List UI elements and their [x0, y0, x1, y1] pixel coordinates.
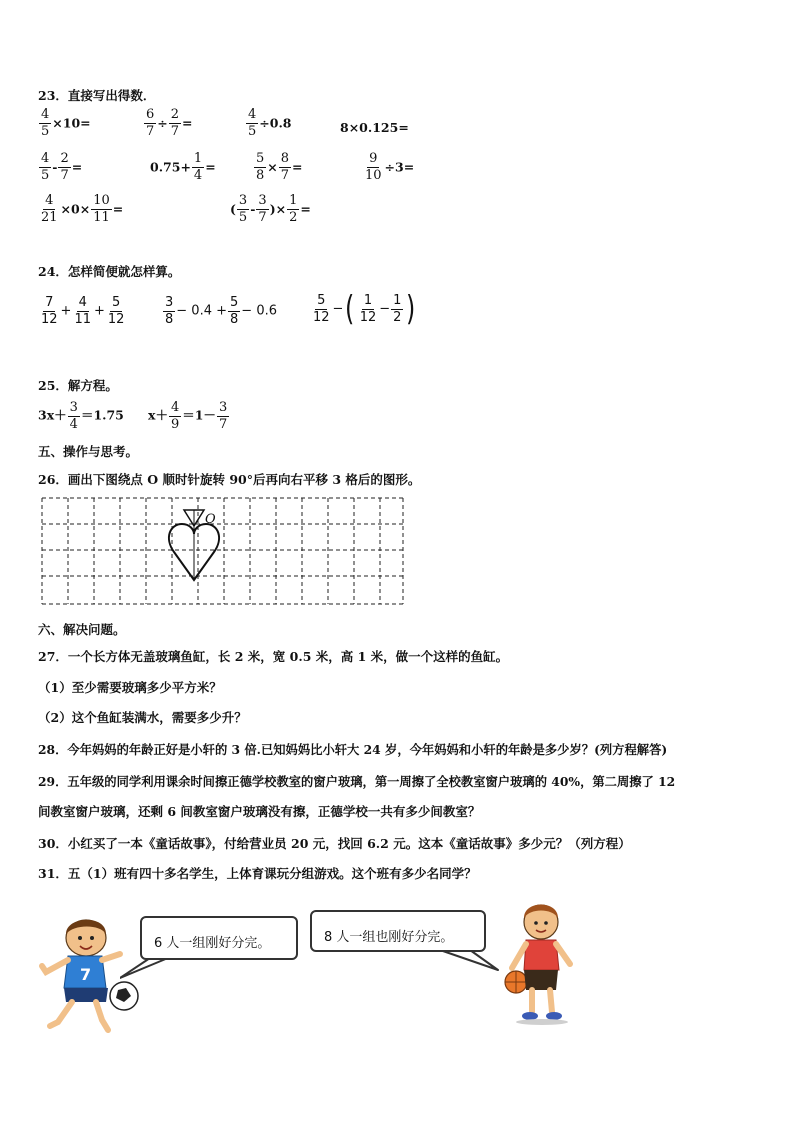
q23-title: 23．直接写出得数． [38, 88, 156, 103]
q29-line2: 间教室窗户玻璃，还剩 6 间教室窗户玻璃没有擦，正德学校一共有多少间教室？ [38, 804, 481, 819]
q23-exercise: $\frac{5}{8}$ × $\frac{8}{7}$ = [256, 151, 303, 183]
fraction: $\frac{3}{5}$ [238, 193, 248, 225]
q24-expression-2: $\frac{3}{8}$ − 0.4 + $\frac{5}{8}$ − 0.6 [165, 295, 277, 327]
q30-text: 30．小红买了一本《童话故事》，付给营业员 20 元，找回 6.2 元。这本《童话故事》多少元？（列方程） [38, 836, 631, 851]
fraction: $\frac{1}{4}$ [193, 151, 203, 183]
speech-bubble-left-text: 6 人一组刚好分完。 [154, 936, 271, 951]
section-6-heading: 六、解决问题。 [38, 622, 126, 637]
dashed-grid [42, 498, 403, 604]
q24-title: 24．怎样简便就怎样算。 [38, 264, 181, 279]
fraction: $\frac{3}{7}$ [218, 400, 228, 432]
section-5-heading: 五、操作与思考。 [38, 444, 139, 459]
fraction: $\frac{1}{2}$ [393, 292, 402, 325]
speech-bubble-left [140, 916, 298, 960]
q23-exercise: $\frac{4}{21}$ ×0× $\frac{10}{11}$ = [41, 193, 124, 225]
fraction: $\frac{4}{9}$ [170, 400, 180, 432]
fraction: $\frac{4}{11}$ [74, 295, 91, 327]
q28-text: 28．今年妈妈的年龄正好是小轩的 3 倍.已知妈妈比小轩大 24 岁，今年妈妈和小轩的年龄是多少岁？(列方程解答) [38, 742, 668, 757]
q27-sub1: （1）至少需要玻璃多少平方米？ [38, 680, 222, 695]
q23-exercise: $\frac{6}{7}$ ÷ $\frac{2}{7}$ = [146, 107, 193, 139]
fraction: $\frac{5}{8}$ [230, 295, 239, 327]
fraction: $\frac{2}{7}$ [60, 151, 69, 183]
q25-equation-2: x＋ $\frac{4}{9}$ ＝1－ $\frac{3}{7}$ [148, 400, 228, 432]
q24-expression-1: $\frac{7}{12}$ + $\frac{4}{11}$ + $\frac{5}{12}$ [41, 295, 125, 327]
fraction: $\frac{5}{8}$ [256, 151, 265, 183]
fraction: $\frac{1}{2}$ [289, 193, 298, 225]
q23-exercise: 0.75+ $\frac{1}{4}$ = [150, 151, 216, 183]
q23-exercise: $\frac{4}{5}$ ×10= [41, 107, 91, 139]
fraction: $\frac{2}{7}$ [170, 107, 180, 139]
fraction: $\frac{6}{7}$ [146, 107, 155, 139]
fraction: $\frac{9}{10}$ [365, 151, 382, 183]
fraction: $\frac{1}{12}$ [359, 292, 377, 325]
fraction: $\frac{3}{8}$ [165, 295, 174, 327]
q25-equation-1: 3x＋ $\frac{3}{4}$ ＝1.75 [38, 400, 124, 432]
q23-exercise: $\frac{9}{10}$ ÷3= [365, 151, 415, 183]
q23-exercise: 8×0.125= [340, 120, 409, 135]
fraction: $\frac{5}{12}$ [313, 292, 330, 325]
fraction: $\frac{3}{7}$ [258, 193, 267, 225]
q23-exercise: $\frac{4}{5}$ ÷0.8 [248, 107, 292, 139]
q31-title: 31．五（1）班有四十多名学生，上体育课玩分组游戏。这个班有多少名同学？ [38, 866, 477, 881]
boy-with-basketball-illustration [496, 898, 586, 1028]
q27-title: 27．一个长方体无盖玻璃鱼缸，长 2 米，宽 0.5 米，高 1 米，做一个这样的鱼缸。 [38, 649, 509, 664]
fraction: $\frac{8}{7}$ [280, 151, 290, 183]
q26-grid-figure [40, 496, 406, 608]
fraction: $\frac{7}{12}$ [41, 295, 58, 327]
q25-title: 25．解方程。 [38, 378, 118, 393]
q27-sub2: （2）这个鱼缸装满水，需要多少升？ [38, 710, 247, 725]
q23-exercise: $\frac{4}{5}$ - $\frac{2}{7}$ = [41, 151, 83, 183]
q23-exercise: ( $\frac{3}{5}$ - $\frac{3}{7}$ )× $\frac{1}{2}$ = [230, 193, 311, 225]
fraction: $\frac{4}{21}$ [41, 193, 58, 225]
fraction: $\frac{5}{12}$ [107, 295, 125, 327]
fraction: $\frac{4}{5}$ [41, 107, 50, 139]
fraction: $\frac{4}{5}$ [41, 151, 50, 183]
fraction: $\frac{4}{5}$ [248, 107, 257, 139]
speech-bubble-right [310, 910, 486, 952]
boy-with-soccer-ball-illustration [36, 910, 146, 1040]
q29-line1: 29．五年级的同学利用课余时间擦正德学校教室的窗户玻璃，第一周擦了全校教室窗户玻璃的 40%，第二周擦了 12 [38, 774, 676, 789]
speech-bubble-right-text: 8 人一组也刚好分完。 [324, 930, 454, 945]
fraction: $\frac{3}{4}$ [69, 400, 78, 432]
q24-expression-3: $\frac{5}{12}$ −( $\frac{1}{12}$ − $\frac{1}{2}$ ) [313, 289, 416, 329]
jersey-number: 7 [80, 965, 92, 984]
point-o-label: O [205, 512, 216, 527]
fraction: $\frac{10}{11}$ [93, 193, 110, 225]
q26-title: 26．画出下图绕点 O 顺时针旋转 90°后再向右平移 3 格后的图形。 [38, 472, 421, 487]
